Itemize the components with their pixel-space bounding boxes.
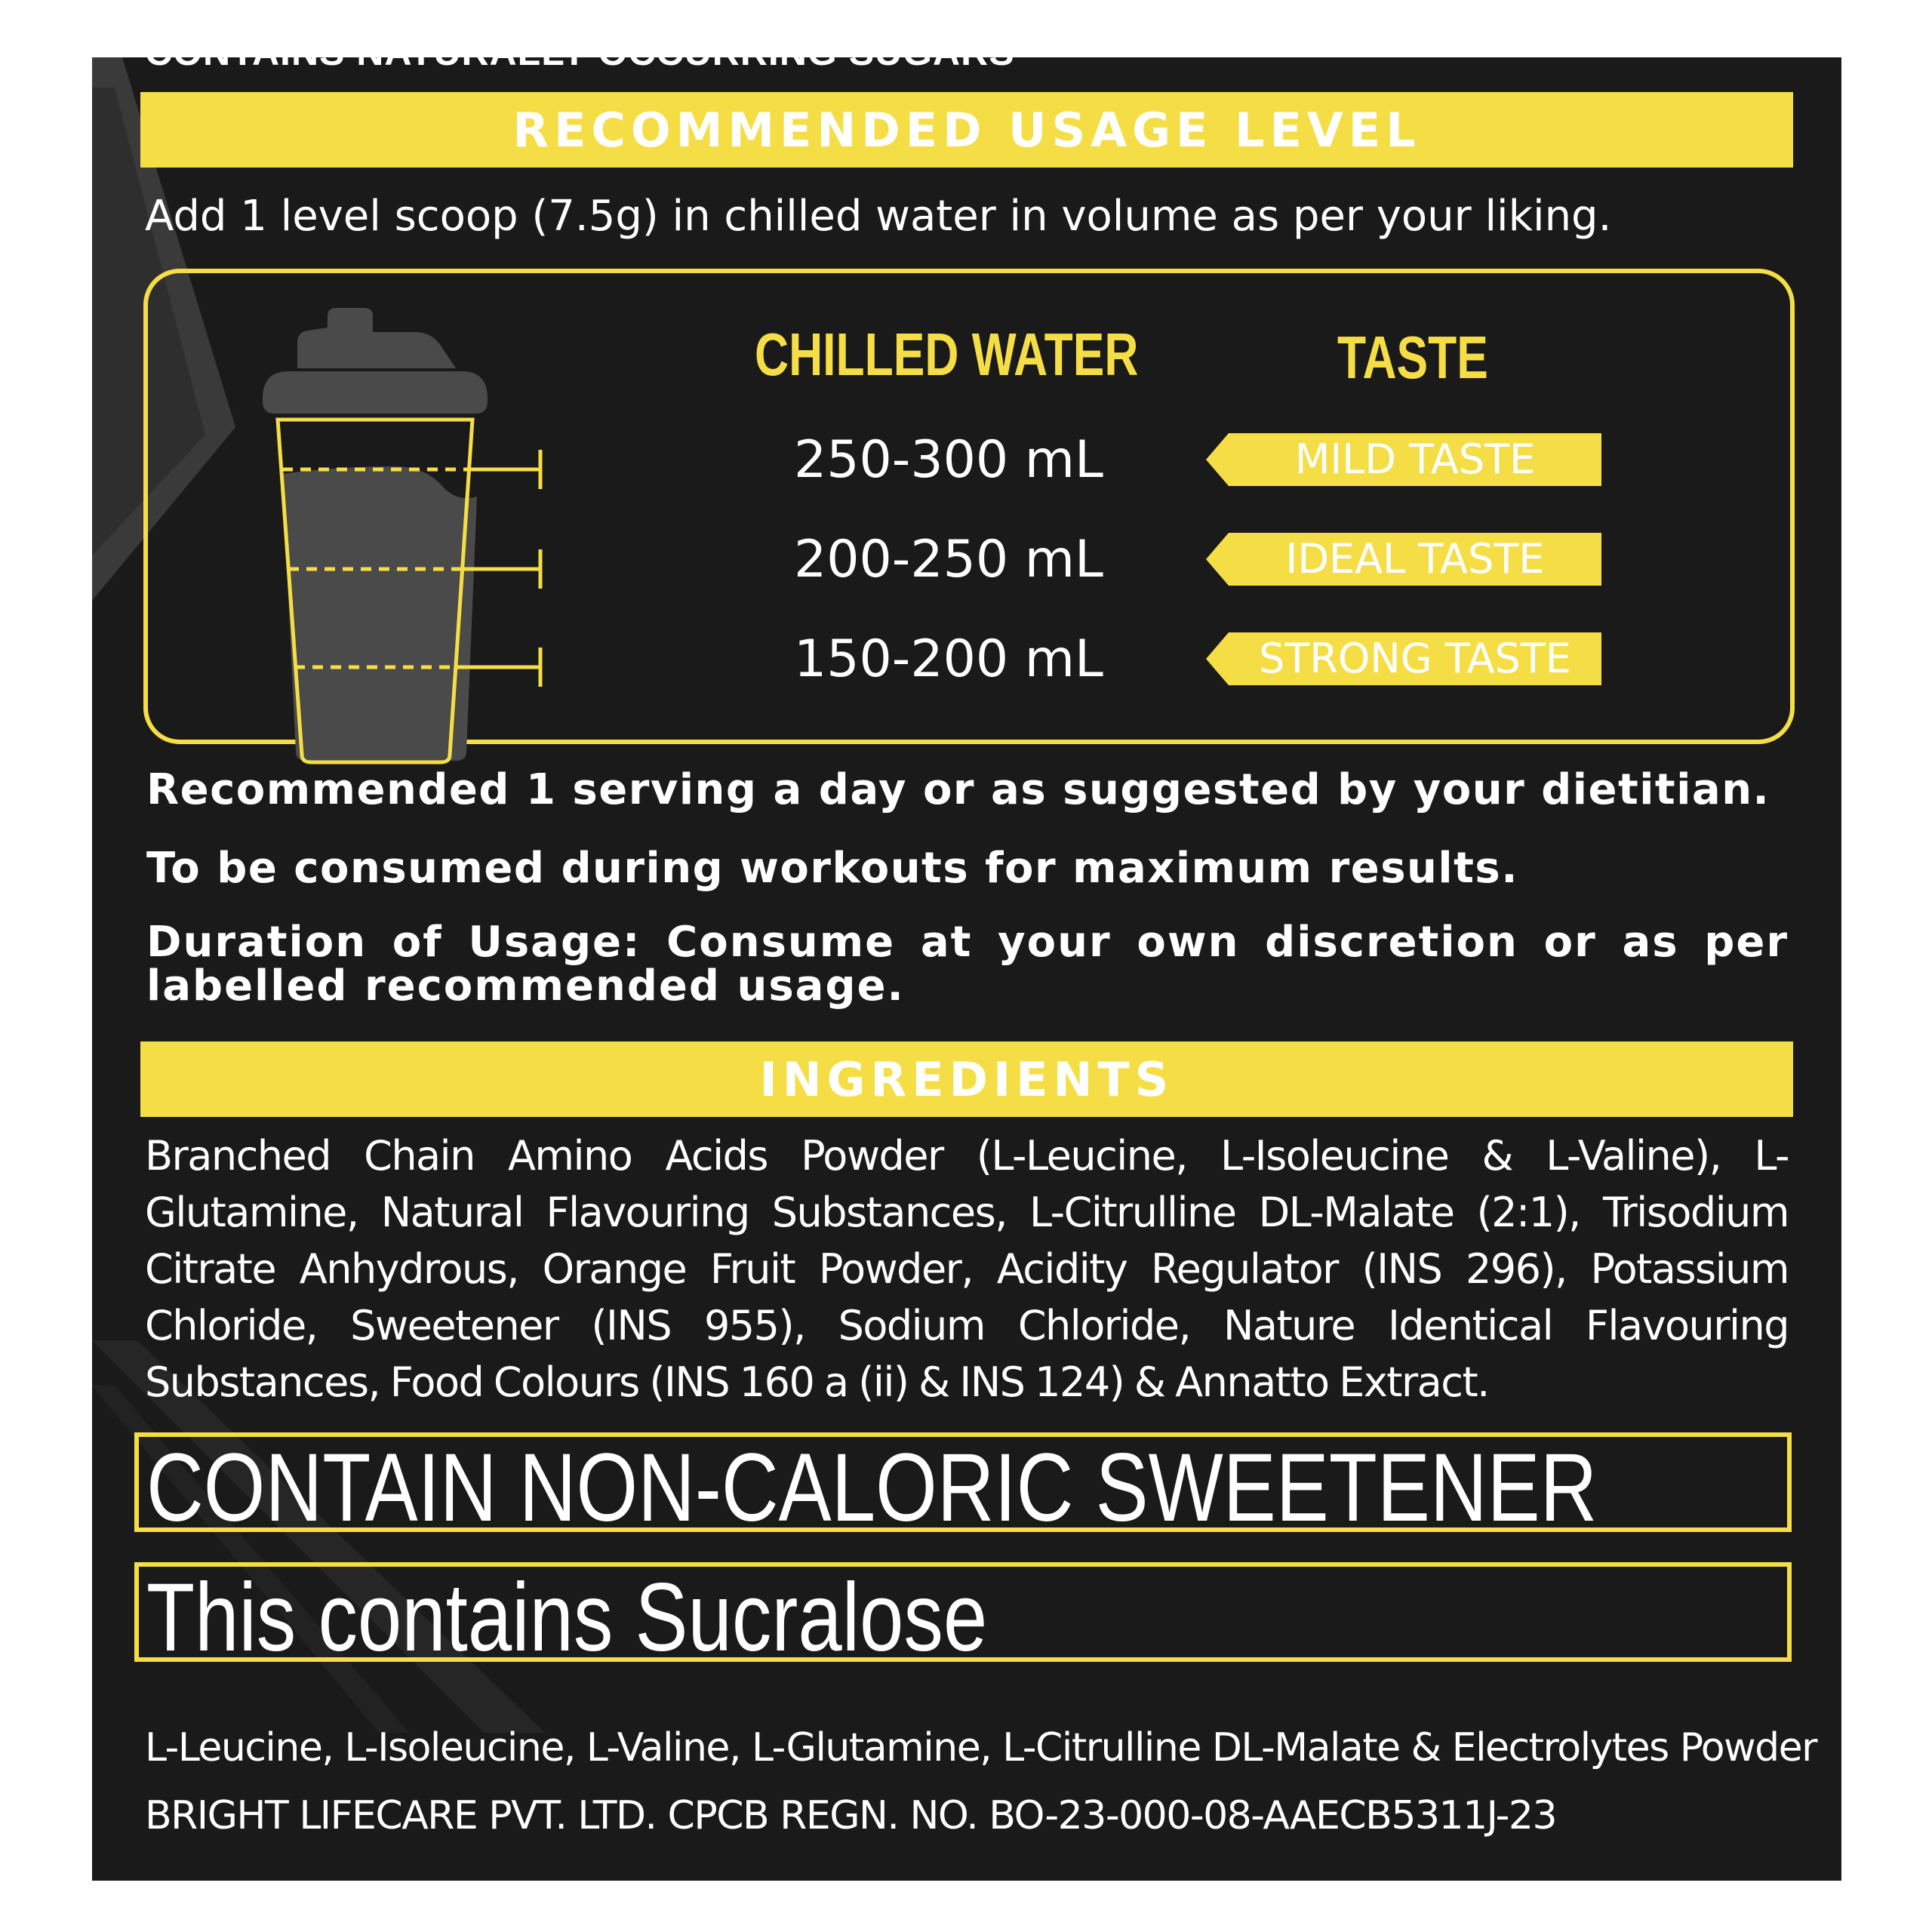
water-volume-row-1: 250-300 mL <box>794 430 1103 490</box>
clipped-sugar-statement: CONTAINS NATURALLY OCCURRING SUGARS <box>145 31 1015 73</box>
product-label-panel <box>92 31 1841 1881</box>
taste-label-ideal: IDEAL TASTE <box>1285 535 1545 583</box>
taste-label-strong: STRONG TASTE <box>1259 635 1571 682</box>
sweetener-warning-box <box>134 1432 1792 1542</box>
chilled-water-header: CHILLED WATER <box>755 321 1139 388</box>
manufacturer-registration-line: BRIGHT LIFECARE PVT. LTD. CPCB REGN. NO. BO-23-000-08-AAECB5311J-23 <box>145 1793 1557 1838</box>
taste-tag-strong <box>1206 632 1601 685</box>
sweetener-warning-text: CONTAIN NON-CALORIC SWEETENER <box>146 1434 1598 1542</box>
duration-of-usage: Duration of Usage: Consume at your own discretion or as per labelled recommended usage. <box>146 918 1789 1011</box>
usage-banner-title: RECOMMENDED USAGE LEVEL <box>512 102 1421 158</box>
scoop-instruction: Add 1 level scoop (7.5g) in chilled water in volume as per your liking. <box>145 192 1612 241</box>
taste-header: TASTE <box>1337 324 1488 391</box>
ingredients-banner-title: INGREDIENTS <box>759 1051 1174 1107</box>
taste-label-mild: MILD TASTE <box>1294 435 1536 483</box>
sucralose-warning-text: This contains Sucralose <box>146 1564 988 1672</box>
shaker-bottle-icon <box>243 299 575 767</box>
usage-banner <box>140 92 1793 168</box>
taste-tag-mild <box>1206 433 1601 486</box>
ingredients-banner <box>140 1041 1793 1117</box>
product-composition-line: L-Leucine, L-Isoleucine, L-Valine, L-Glutamine, L-Citrulline DL-Malate & Electrolytes Powder <box>145 1725 1817 1770</box>
water-volume-row-2: 200-250 mL <box>794 530 1103 589</box>
workout-recommendation: To be consumed during workouts for maximum results. <box>146 844 1518 893</box>
taste-tag-ideal <box>1206 533 1601 586</box>
ingredients-list: Branched Chain Amino Acids Powder (L-Leucine, L-Isoleucine & L-Valine), L- Glutamine, Natural Flavouring Substances, L-Citrulline DL-Malate (2:1), Trisodium Citrate Anhydrous, Orange Fruit Powder, Acidity Regulator (INS 296), Potassium Chloride, Sweetener (INS 955), Sodium Chloride, Nature Identical Flavouring Substances, Food Colours (INS 160 a (ii) & INS 124) & Annatto Extract. <box>145 1132 1789 1406</box>
sucralose-warning-box <box>134 1562 1792 1672</box>
water-volume-row-3: 150-200 mL <box>794 629 1103 689</box>
serving-recommendation: Recommended 1 serving a day or as suggested by your dietitian. <box>146 765 1770 814</box>
